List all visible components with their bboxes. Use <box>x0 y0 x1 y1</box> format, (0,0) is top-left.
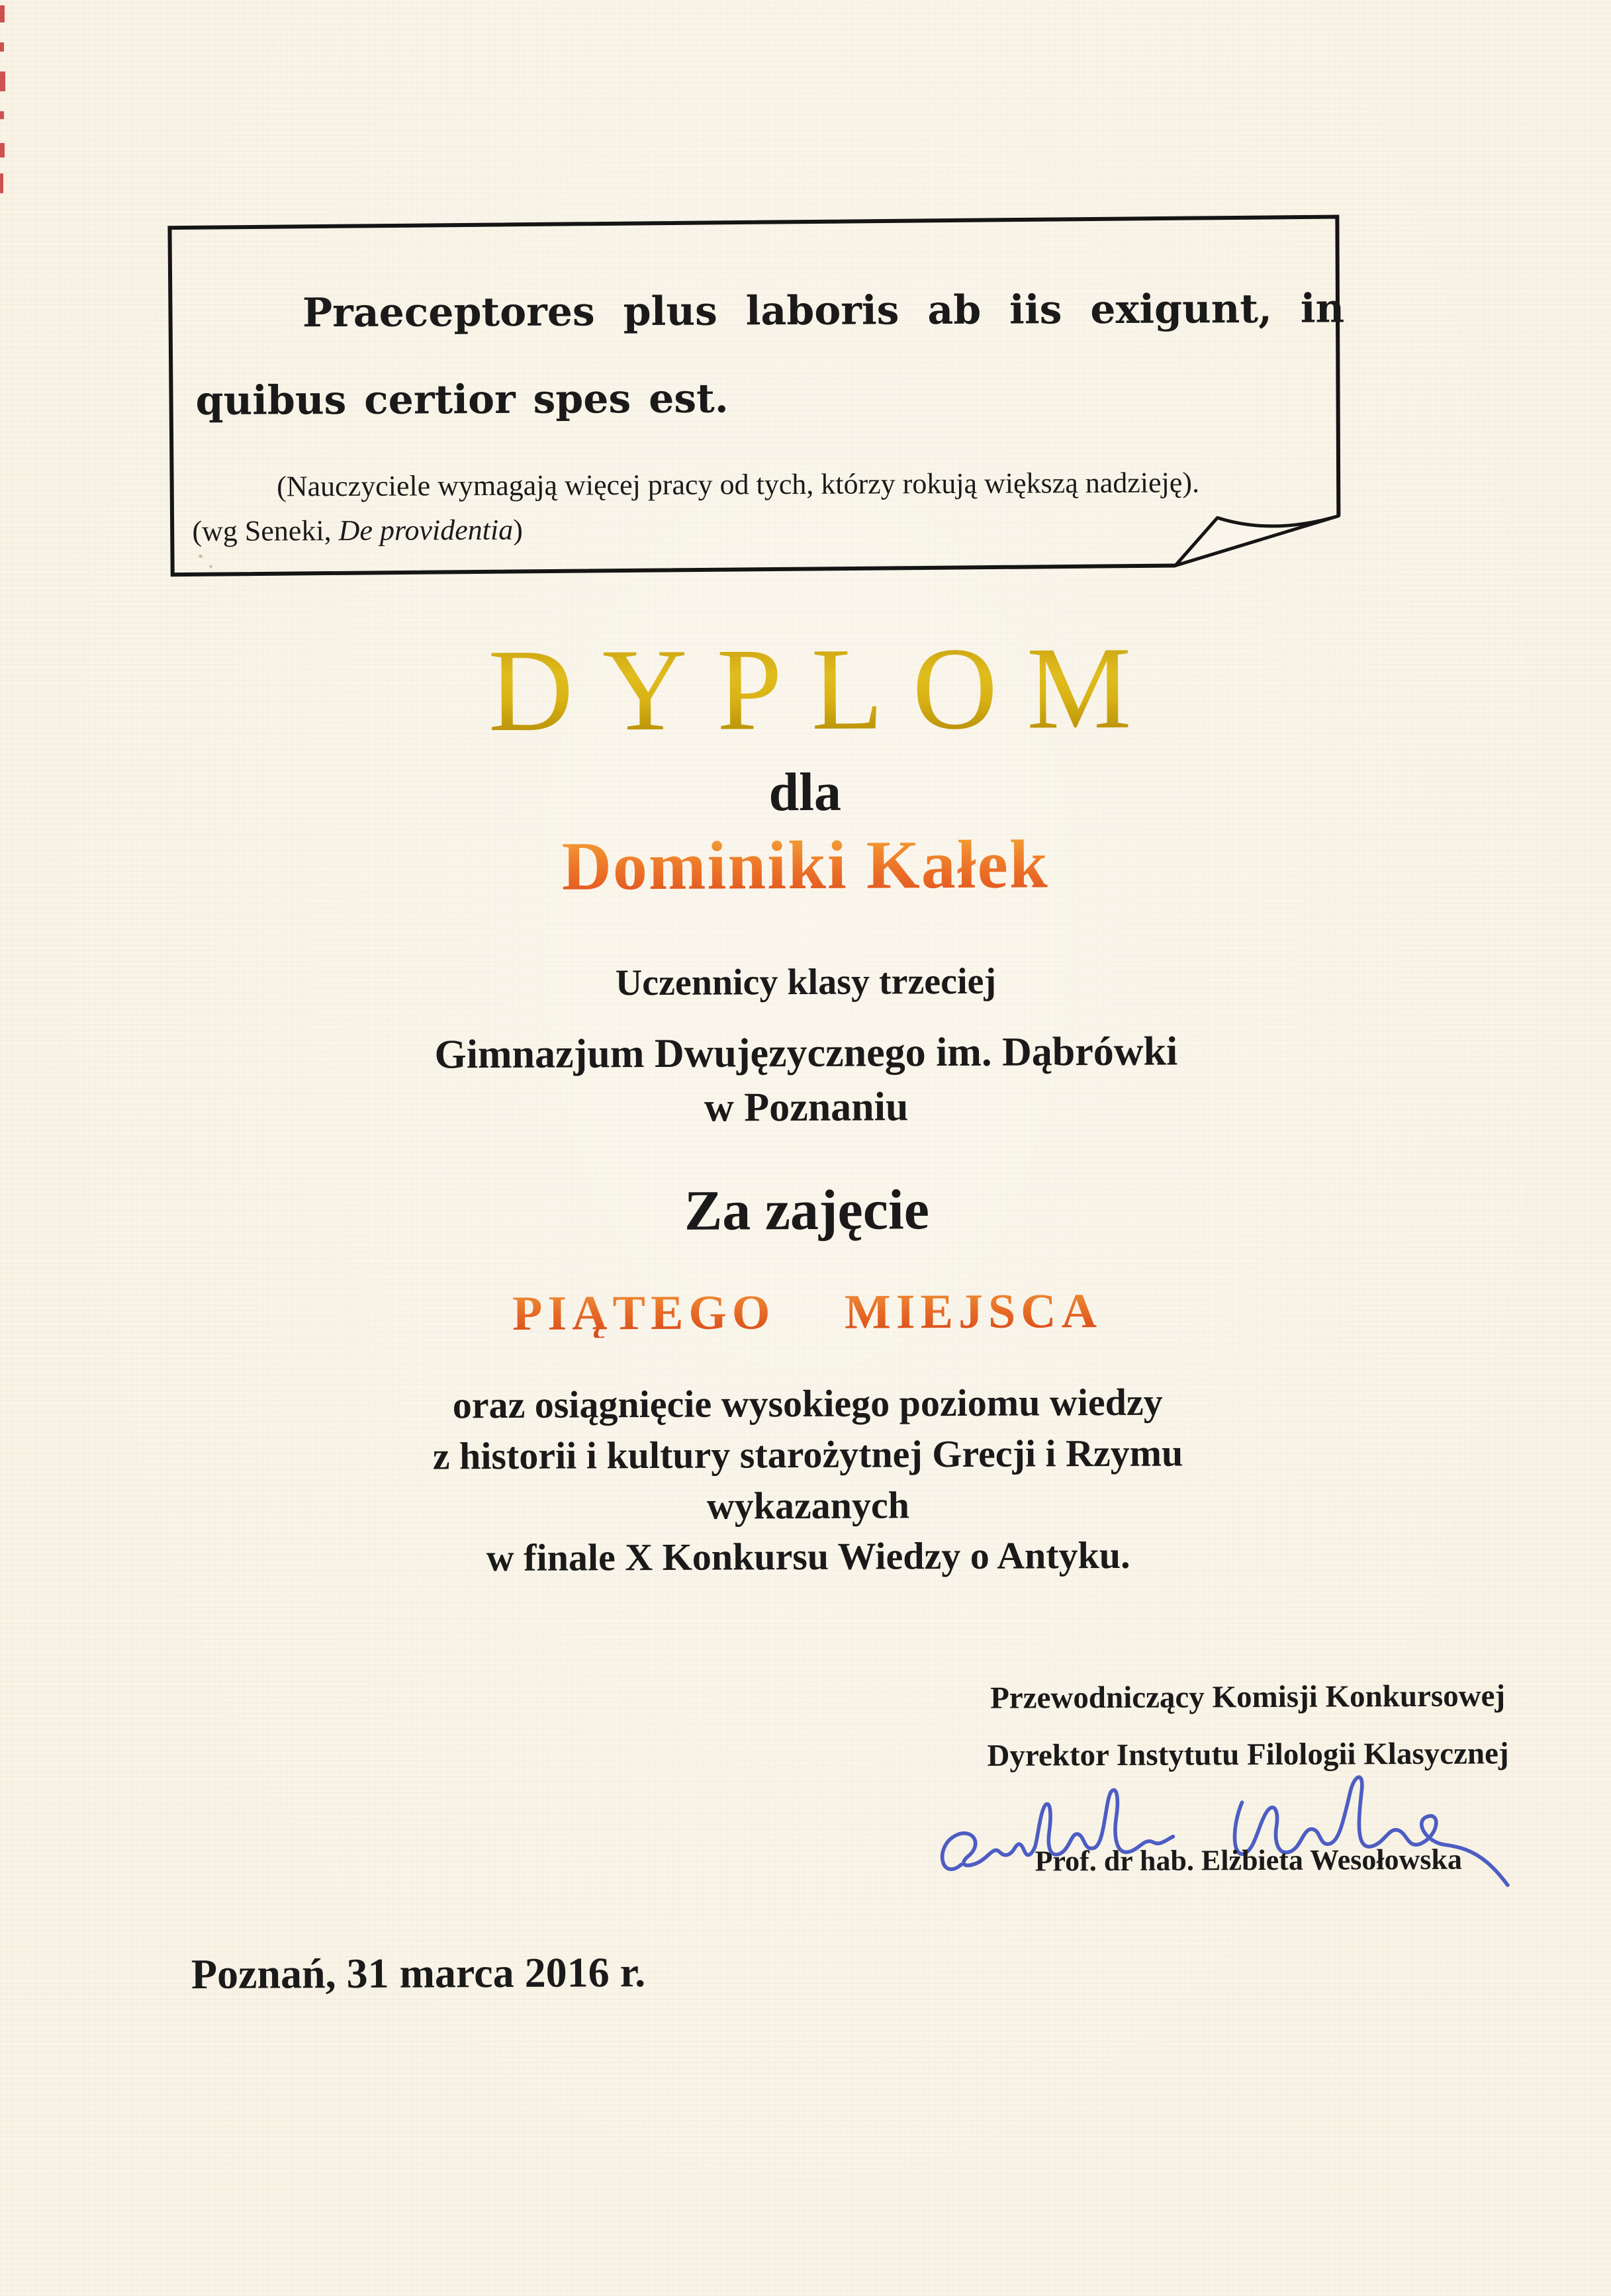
award-description <box>2 1375 1611 1586</box>
award-description-line3: wykazanych <box>706 1483 910 1528</box>
latin-quote-line2: quibus certior spes est. <box>195 375 729 425</box>
recipient-city-line: w Poznaniu <box>704 1084 909 1130</box>
recipient-class-line: Uczennicy klasy trzeciej <box>615 960 997 1004</box>
quote-source <box>192 509 1317 549</box>
signer-name: Prof. dr hab. Elżbieta Wesołowska <box>1035 1843 1463 1878</box>
signer-role-line2: Dyrektor Instytutu Filologii Klasycznej <box>987 1736 1509 1773</box>
award-description-line4: w finale X Konkursu Wiedzy o Antyku. <box>486 1533 1130 1580</box>
award-place: PIĄTEGO MIEJSCA <box>1 1285 1611 1341</box>
award-description-line2: z historii i kultury starożytnej Grecji i Rzymu <box>432 1431 1183 1478</box>
quote-source-title: De providentia <box>338 513 514 547</box>
signature-handwriting <box>924 1752 1520 1907</box>
award-intro: Za zajęcie <box>684 1177 930 1242</box>
quote-source-suffix: ) <box>513 513 523 546</box>
award-description-line1: oraz osiągnięcie wysokiego poziomu wiedzy <box>452 1380 1163 1427</box>
quote-translation: (Nauczyciele wymagają więcej pracy od tych, którzy rokują większą nadzieję). <box>277 466 1200 503</box>
recipient-preposition: dla <box>768 761 842 823</box>
signer-role-line1: Przewodniczący Komisji Konkursowej <box>990 1678 1506 1716</box>
recipient-name: Dominiki Kałek <box>0 828 1611 904</box>
latin-quote-box <box>167 214 1345 577</box>
latin-quote-line1: Praeceptores plus laboris ab iis exigunt, in <box>302 285 1345 337</box>
signature-block <box>943 1678 1553 1878</box>
diploma-title: DYPLOM <box>0 627 1611 752</box>
recipient-school-line: Gimnazjum Dwujęzycznego im. Dąbrówki <box>434 1029 1178 1078</box>
quote-content <box>191 215 1345 549</box>
quote-source-prefix: (wg Seneki, <box>192 514 339 547</box>
place-and-date: Poznań, 31 marca 2016 r. <box>191 1949 646 1998</box>
